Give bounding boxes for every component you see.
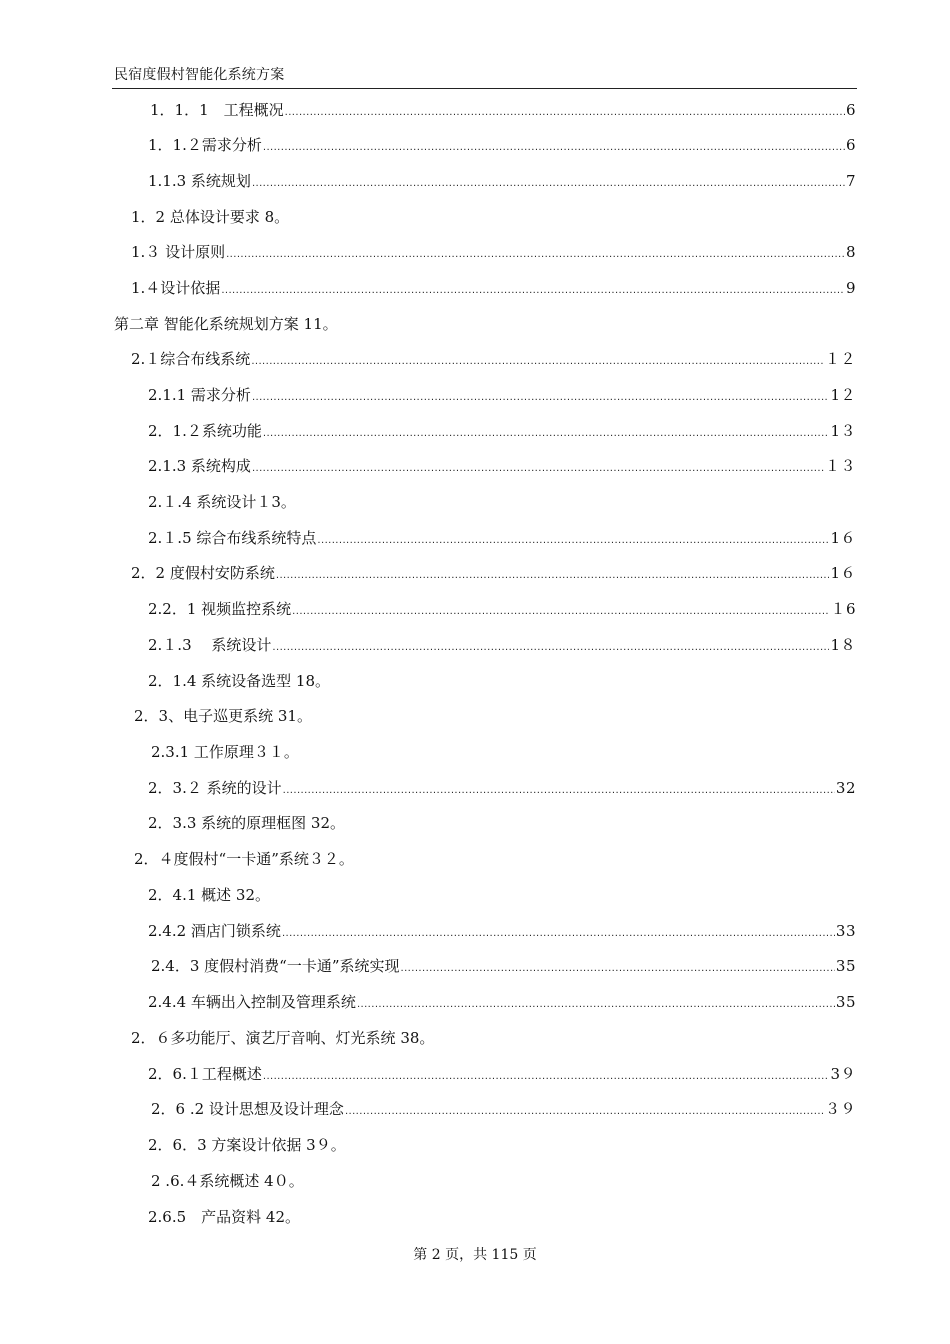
dot-leader	[263, 133, 845, 157]
toc-entry[interactable]	[114, 312, 856, 336]
toc-entry-label: 2.4．3 度假村消费“一卡通”系统实现	[151, 957, 400, 975]
toc-entry-label: 2.4.4 车辆出入控制及管理系统	[148, 993, 356, 1011]
toc-entry[interactable]	[148, 669, 856, 693]
toc-entry-page: 7	[845, 172, 856, 190]
toc-entry-label: 2．６多功能厅、演艺厅音响、灯光系统 38。	[131, 1029, 435, 1047]
toc-entry-label: 2.１.3 系统设计	[148, 636, 272, 654]
toc-entry[interactable]	[131, 347, 856, 371]
toc-entry[interactable]	[131, 205, 856, 229]
toc-entry[interactable]	[151, 954, 856, 978]
toc-entry-label: 2.１.5 综合布线系统特点	[148, 529, 317, 547]
toc-entry-label: 2．3、电子巡更系统 31。	[134, 707, 312, 725]
toc-entry[interactable]	[148, 883, 856, 907]
toc-entry[interactable]	[134, 847, 856, 871]
toc-entry-label: 2.１综合布线系统	[131, 350, 251, 368]
toc-entry-label: 2.6.5 产品资料 42。	[148, 1208, 301, 1226]
toc-entry[interactable]	[148, 776, 856, 800]
toc-entry[interactable]	[131, 240, 856, 264]
toc-entry-label: 2．４度假村“一卡通”系统３２。	[134, 850, 354, 868]
dot-leader	[252, 454, 824, 478]
toc-entry-label: 2.2．1 视频监控系统	[148, 600, 292, 618]
dot-leader	[252, 383, 830, 407]
toc-entry-label: 2 .6.４系统概述 4０。	[151, 1172, 304, 1190]
dot-leader	[263, 419, 830, 443]
toc-entry-page: 35	[835, 993, 856, 1011]
dot-leader	[251, 347, 824, 371]
toc-entry-label: 2.1.3 系统构成	[148, 457, 251, 475]
toc-entry-label: 2.4.2 酒店门锁系统	[148, 922, 281, 940]
dot-leader	[357, 990, 835, 1014]
document-title: 民宿度假村智能化系统方案	[114, 67, 285, 83]
toc-entry[interactable]	[148, 526, 856, 550]
toc-entry[interactable]	[150, 98, 856, 122]
dot-leader	[226, 240, 845, 264]
toc-entry-page: 1３	[830, 422, 856, 440]
toc-entry[interactable]	[148, 990, 856, 1014]
toc-entry[interactable]	[148, 597, 856, 621]
toc-entry-label: 1．1．1 工程概况	[150, 101, 284, 119]
toc-entry[interactable]	[148, 633, 856, 657]
toc-entry-label: 1．2 总体设计要求 8。	[131, 208, 290, 226]
toc-entry[interactable]	[148, 1133, 856, 1157]
toc-entry[interactable]	[148, 454, 856, 478]
toc-entry[interactable]	[148, 383, 856, 407]
toc-entry-label: 2．6．3 方案设计依据 3９。	[148, 1136, 346, 1154]
toc-entry-page: ３９	[824, 1100, 856, 1118]
toc-entry-label: 2．3.3 系统的原理框图 32。	[148, 814, 346, 832]
toc-entry-label: 1.３ 设计原则	[131, 243, 226, 261]
dot-leader	[272, 633, 829, 657]
toc-entry[interactable]	[148, 1062, 856, 1086]
toc-entry-label: 1.1.3 系统规划	[148, 172, 251, 190]
dot-leader	[252, 169, 845, 193]
dot-leader	[221, 276, 845, 300]
toc-entry[interactable]	[131, 561, 856, 585]
toc-entry-label: 2．6 .2 设计思想及设计理念	[151, 1100, 344, 1118]
toc-entry-page: 35	[835, 957, 856, 975]
toc-entry-page: 6	[845, 101, 856, 119]
toc-entry-label: 2．1.２系统功能	[148, 422, 262, 440]
toc-entry[interactable]	[148, 133, 856, 157]
toc-entry[interactable]	[134, 704, 856, 728]
dot-leader	[345, 1097, 824, 1121]
dot-leader	[283, 776, 835, 800]
toc-entry-page: 1２	[830, 386, 856, 404]
dot-leader	[282, 919, 835, 943]
toc-entry[interactable]	[151, 1097, 856, 1121]
toc-entry-page: 1６	[830, 529, 856, 547]
toc-entry-page: 6	[845, 136, 856, 154]
toc-entry[interactable]	[151, 1169, 856, 1193]
toc-entry[interactable]	[131, 1026, 856, 1050]
toc-entry-label: 2．3.２ 系统的设计	[148, 779, 282, 797]
toc-entry[interactable]	[131, 276, 856, 300]
dot-leader	[401, 954, 835, 978]
toc-entry[interactable]	[148, 811, 856, 835]
dot-leader	[317, 526, 829, 550]
toc-entry[interactable]	[148, 490, 856, 514]
toc-entry[interactable]	[151, 740, 856, 764]
toc-entry-page: 9	[845, 279, 856, 297]
toc-entry-page: １３	[824, 457, 856, 475]
dot-leader	[263, 1062, 830, 1086]
toc-entry-page: １6	[830, 600, 856, 618]
toc-entry-page: 8	[845, 243, 856, 261]
dot-leader	[292, 597, 829, 621]
toc-entry-label: 2.1.1 需求分析	[148, 386, 251, 404]
toc-entry-label: 2．4.1 概述 32。	[148, 886, 271, 904]
dot-leader	[285, 98, 845, 122]
toc-entry-label: 2.１.4 系统设计１3。	[148, 493, 296, 511]
toc-entry[interactable]	[148, 169, 856, 193]
toc-entry-label: 2．2 度假村安防系统	[131, 564, 275, 582]
dot-leader	[276, 561, 830, 585]
toc-entry-page: 1８	[830, 636, 856, 654]
toc-entry-page: 33	[835, 922, 856, 940]
toc-entry-label: 1．1.２需求分析	[148, 136, 262, 154]
toc-entry-label: 2.3.1 工作原理３１。	[151, 743, 299, 761]
page-footer: 第 2 页，共 115 页	[413, 1247, 537, 1263]
toc-entry-page: １２	[824, 350, 856, 368]
toc-entry[interactable]	[148, 919, 856, 943]
toc-entry[interactable]	[148, 1205, 856, 1229]
toc-entry-label: 1.４设计依据	[131, 279, 221, 297]
toc-entry-label: 2．1.4 系统设备选型 18。	[148, 672, 331, 690]
toc-entry-page: 1６	[830, 564, 856, 582]
toc-entry-page: 3９	[830, 1065, 856, 1083]
toc-entry-page: 32	[835, 779, 856, 797]
toc-entry-label: 2．6.１工程概述	[148, 1065, 262, 1083]
toc-entry-label: 第二章 智能化系统规划方案 11。	[114, 315, 338, 333]
toc-entry[interactable]	[148, 419, 856, 443]
